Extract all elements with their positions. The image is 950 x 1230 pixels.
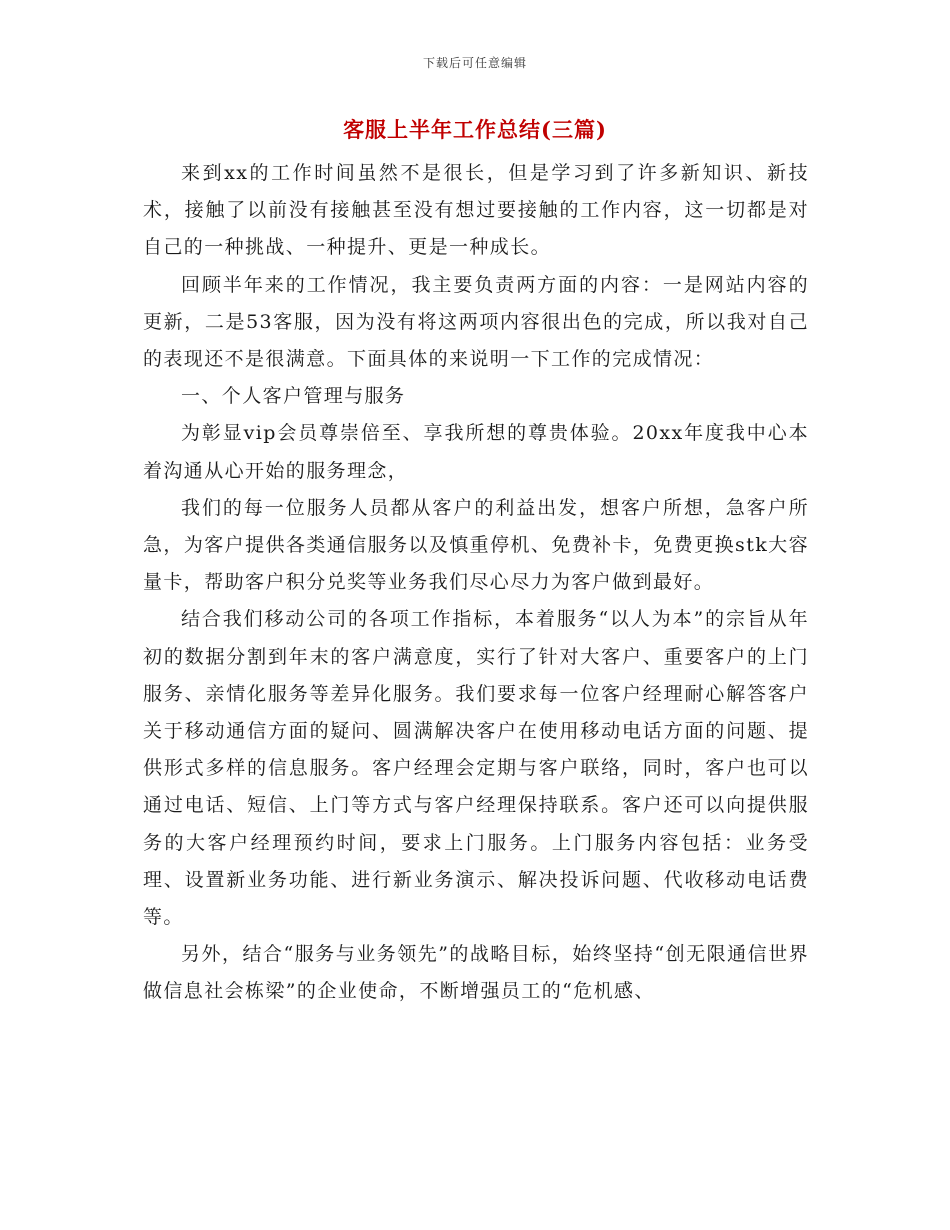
- section-heading: 一、个人客户管理与服务: [181, 385, 406, 408]
- paragraph-intro: 来到xx的工作时间虽然不是很长，但是学习到了许多新知识、新技术，接触了以前没有接触甚至没有想过要接触的工作内容，这一切都是对自己的一种挑战、一种提升、更是一种成长。: [143, 162, 809, 259]
- paragraph-vip: 为彰显vip会员尊崇倍至、享我所想的尊贵体验。20xx年度我中心本着沟通从心开始的服务理念，: [143, 422, 809, 482]
- paragraph-work-indicators: 结合我们移动公司的各项工作指标，本着服务“以人为本”的宗旨从年初的数据分割到年末的客户满意度，实行了针对大客户、重要客户的上门服务、亲情化服务等差异化服务。我们要求每一位客户经理耐心解答客户关于移动通信方面的疑问、圆满解决客户在使用移动电话方面的问题、提供形式多样的信息服务。客户经理会定期与客户联络，同时，客户也可以通过电话、短信、上门等方式与客户经理保持联系。客户还可以向提供服务的大客户经理预约时间，要求上门服务。上门服务内容包括：业务受理、设置新业务功能、进行新业务演示、解决投诉问题、代收移动电话费等。: [143, 608, 809, 929]
- document-title: 客服上半年工作总结(三篇): [343, 117, 607, 142]
- document-body: [143, 155, 809, 1011]
- paragraph-strategy: 另外，结合“服务与业务领先”的战略目标，始终坚持“创无限通信世界做信息社会栋梁”的企业使命，不断增强员工的“危机感、: [143, 943, 809, 1003]
- header-note: 下载后可任意编辑: [422, 56, 527, 70]
- paragraph-review: 回顾半年来的工作情况，我主要负责两方面的内容：一是网站内容的更新，二是53客服，因为没有将这两项内容很出色的完成，所以我对自己的表现还不是很满意。下面具体的来说明一下工作的完成情况：: [143, 273, 809, 371]
- paragraph-service-staff: 我们的每一位服务人员都从客户的利益出发，想客户所想，急客户所急，为客户提供各类通信服务以及慎重停机、免费补卡，免费更换stk大容量卡，帮助客户积分兑奖等业务我们尽心尽力为客户做到最好。: [143, 496, 809, 594]
